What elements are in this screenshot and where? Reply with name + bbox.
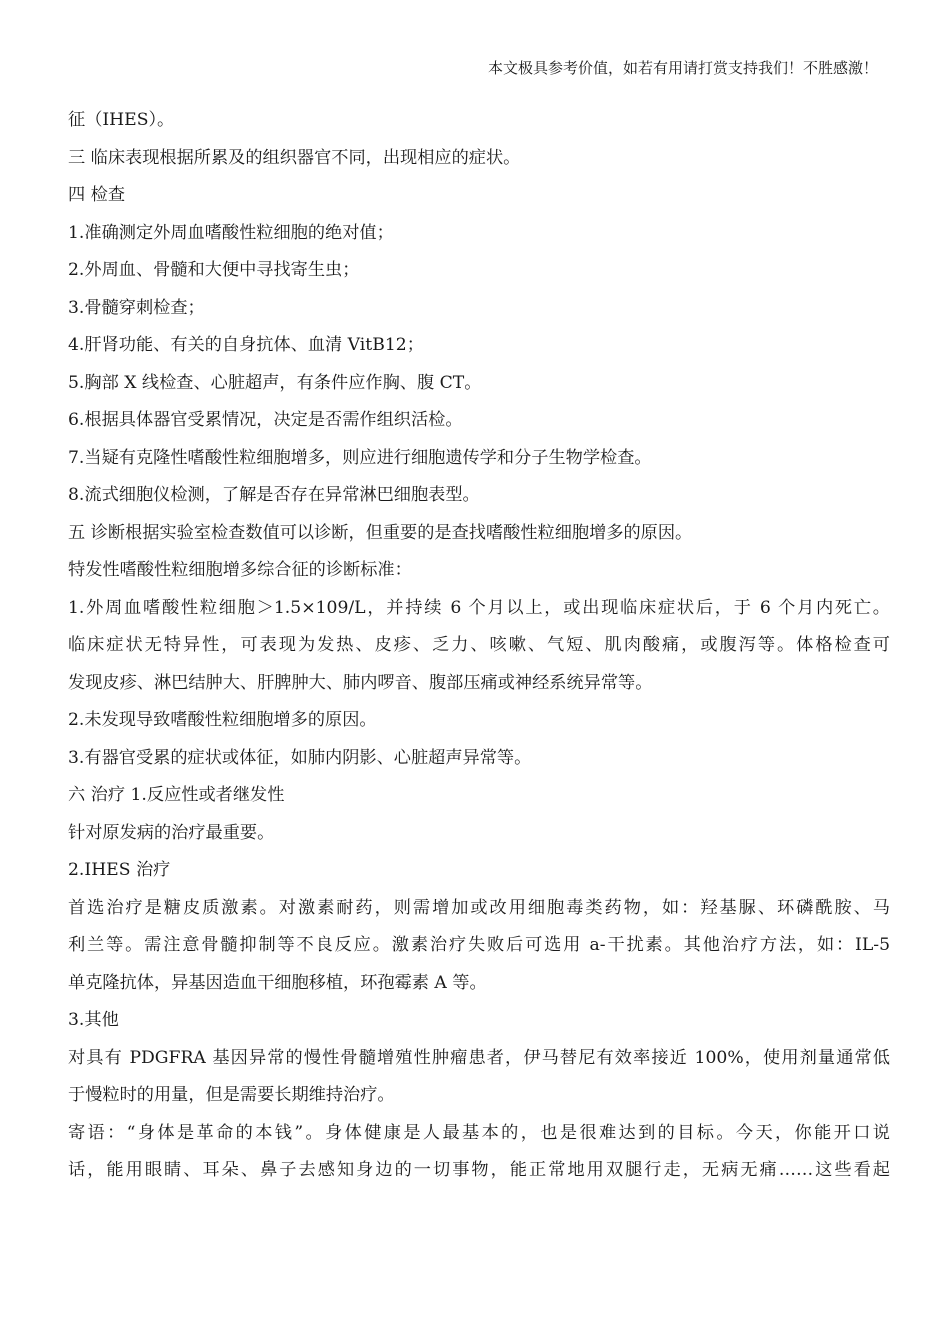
text-line: 5.胸部 X 线检查、心脏超声，有条件应作胸、腹 CT。 bbox=[68, 372, 482, 393]
text-line: 发现皮疹、淋巴结肿大、肝脾肿大、肺内啰音、腹部压痛或神经系统异常等。 bbox=[68, 672, 653, 693]
text-line: 寄语：“身体是革命的本钱”。身体健康是人最基本的，也是很难达到的目标。今天，你能开口说 bbox=[68, 1122, 890, 1143]
text-line: 六 治疗 1.反应性或者继发性 bbox=[68, 785, 285, 805]
text-line: 于慢粒时的用量，但是需要长期维持治疗。 bbox=[68, 1085, 395, 1105]
text-line: 临床症状无特异性，可表现为发热、皮疹、乏力、咳嗽、气短、肌肉酸痛，或腹泻等。体格检查可 bbox=[68, 635, 890, 655]
text-line: 3.骨髓穿刺检查； bbox=[68, 297, 205, 318]
text-line: 四 检查 bbox=[68, 185, 126, 205]
text-line: 3.有器官受累的症状或体征，如肺内阴影、心脏超声异常等。 bbox=[68, 747, 532, 768]
text-line: 特发性嗜酸性粒细胞增多综合征的诊断标准： bbox=[68, 560, 412, 580]
text-line: 2.未发现导致嗜酸性粒细胞增多的原因。 bbox=[68, 710, 377, 730]
text-line: 3.其他 bbox=[68, 1010, 119, 1030]
text-line: 利兰等。需注意骨髓抑制等不良反应。激素治疗失败后可选用 a-干扰素。其他治疗方法，如：IL-5 bbox=[68, 935, 890, 955]
text-line: 征（IHES）。 bbox=[68, 110, 175, 130]
text-line: 话，能用眼睛、耳朵、鼻子去感知身边的一切事物，能正常地用双腿行走，无病无痛……这些看起 bbox=[68, 1160, 890, 1180]
text-line: 8.流式细胞仪检测，了解是否存在异常淋巴细胞表型。 bbox=[68, 485, 480, 505]
text-line: 五 诊断根据实验室检查数值可以诊断，但重要的是查找嗜酸性粒细胞增多的原因。 bbox=[68, 522, 693, 543]
text-line: 1.准确测定外周血嗜酸性粒细胞的绝对值； bbox=[68, 222, 394, 243]
text-line: 首选治疗是糖皮质激素。对激素耐药，则需增加或改用细胞毒类药物，如：羟基脲、环磷酰胺、马 bbox=[68, 897, 890, 918]
text-line: 4.肝肾功能、有关的自身抗体、血清 VitB12； bbox=[68, 335, 424, 355]
text-line: 6.根据具体器官受累情况，决定是否需作组织活检。 bbox=[68, 410, 463, 430]
text-line: 2.IHES 治疗 bbox=[68, 860, 171, 880]
text-line: 2.外周血、骨髓和大便中寻找寄生虫； bbox=[68, 260, 360, 280]
text-line: 1.外周血嗜酸性粒细胞＞1.5×109/L，并持续 6 个月以上，或出现临床症状后，于 6 个月内死亡。 bbox=[68, 597, 890, 618]
text-line: 对具有 PDGFRA 基因异常的慢性骨髓增殖性肿瘤患者，伊马替尼有效率接近 100%，使用剂量通常低 bbox=[68, 1047, 890, 1068]
document-body bbox=[68, 102, 890, 1190]
text-line: 三 临床表现根据所累及的组织器官不同，出现相应的症状。 bbox=[68, 147, 521, 168]
text-line: 7.当疑有克隆性嗜酸性粒细胞增多，则应进行细胞遗传学和分子生物学检查。 bbox=[68, 447, 652, 468]
text-line: 针对原发病的治疗最重要。 bbox=[68, 822, 275, 843]
header-note: 本文极具参考价值，如若有用请打赏支持我们！不胜感激！ bbox=[487, 59, 878, 77]
text-line: 单克隆抗体，异基因造血干细胞移植，环孢霉素 A 等。 bbox=[68, 972, 487, 993]
